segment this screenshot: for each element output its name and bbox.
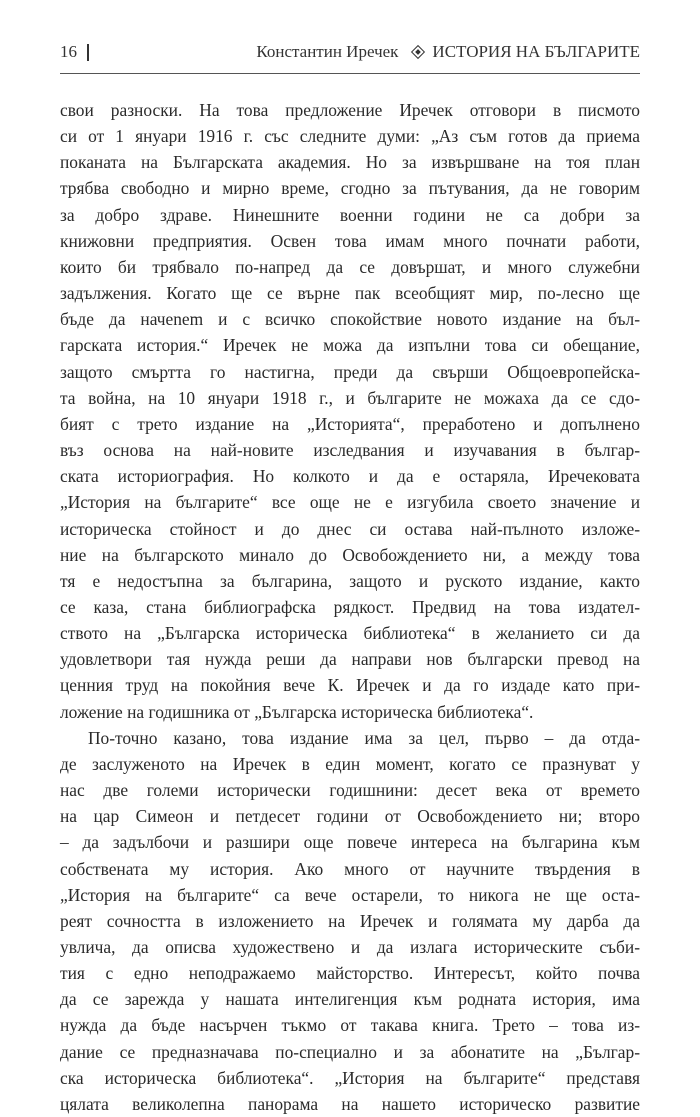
text-line: тия с едно неподражаемо майсторство. Интересът, който почва [60, 963, 640, 984]
page-number: 16 [60, 42, 77, 61]
text-line: реят сочността в изложението на Иречек и голямата му дарба да [60, 910, 640, 931]
page-number-separator [87, 44, 89, 61]
text-line: ценния труд на покойния вече К. Иречек и да го издаде като при- [60, 675, 640, 696]
text-line: собствената му история. Ако много от научните твърдения в [60, 858, 640, 879]
text-line: си от 1 януари 1916 г. със следните думи: „Аз съм готов да приема [60, 126, 640, 147]
text-line: По-точно казано, това издание има за цел, първо – да отда- [88, 727, 640, 748]
running-header [60, 42, 640, 68]
text-line: се каза, стана библиографска рядкост. Предвид на това издател- [60, 596, 640, 617]
text-line: въз основа на най-новите изследвания и изучавания в българ- [60, 440, 640, 461]
header-author: Константин Иречек [256, 42, 399, 61]
header-rule [60, 73, 640, 74]
text-line: бъде да начеnem и с всичко спокойствие новото издание на бъл- [60, 309, 640, 330]
text-line: ската историография. Но колкото и да е остаряла, Иречековата [60, 466, 640, 487]
text-line: цялата великолепна панорама на нашето историческо развитие [60, 1093, 640, 1114]
text-line: нас две големи исторически годишнини: десет века от времето [60, 780, 640, 801]
text-line: „История на българите“ все още не е изгубила своето значение и [60, 492, 640, 513]
text-line: поканата на Българската академия. Но за извършване на тоя план [60, 152, 640, 173]
text-line: гарската история.“ Иречек не можа да изпълни това си обещание, [60, 335, 640, 356]
text-line: бият с трето издание на „Историята“, преработено и допълнено [60, 413, 640, 434]
text-line: ството на „Българска историческа библиотека“ в желанието си да [60, 623, 640, 644]
text-line: защото смъртта го настигна, преди да свърши Общоевропейска- [60, 361, 640, 382]
diamond-ornament-icon [412, 46, 424, 58]
body-text [60, 97, 640, 1117]
text-line: увлича, да описва художествено и да излага историческите съби- [60, 937, 640, 957]
text-line: тя е недостъпна за българина, защото и руското издание, както [60, 570, 640, 591]
paragraph [60, 97, 640, 725]
text-line: да се зарежда у нашата интелигенция към родната история, има [60, 989, 640, 1010]
text-line: дание се предназначава по-специално и за абонатите на „Българ- [60, 1041, 640, 1062]
text-line: „История на българите“ са вече остарели, то никога не ще оста- [60, 884, 640, 905]
text-line: де заслуженото на Иречек в един момент, когато се празнуват у [60, 753, 640, 774]
header-book-title: ИСТОРИЯ НА БЪЛГАРИТЕ [432, 42, 640, 61]
text-line: историческа стойност и до днес си остава най-пълното изложе- [60, 518, 640, 539]
text-line: ние на българското минало до Освобождението ни, а между това [60, 544, 640, 565]
text-line: задължения. Когато ще се върне пак всеобщият мир, по-лесно ще [60, 283, 640, 304]
text-line: за добро здраве. Нинешните военни години не са добри за [60, 204, 640, 225]
text-line: книжовни предприятия. Освен това имам много почнати работи, [60, 230, 640, 251]
header-right [256, 42, 640, 62]
text-line: трябва свободно и мирно време, сгодно за пътувания, да не говорим [60, 178, 640, 199]
text-line: свои разноски. На това предложение Иречек отговори в писмото [60, 100, 640, 120]
text-line: ложение на годишника от „Българска историческа библиотека“. [60, 701, 534, 722]
text-line: та война, на 10 януари 1918 г., и българите не можаха да се сдо- [60, 387, 640, 408]
text-line: на цар Симеон и петдесет години от Освобождението ни; второ [60, 806, 640, 827]
text-line: които би трябвало по-напред да се довършат, и много служебни [60, 256, 640, 277]
text-line: нужда да бъде насърчен тъкмо от такава книга. Трето – това из- [60, 1015, 640, 1036]
text-line: ска историческа библиотека“. „История на българите“ представя [60, 1067, 640, 1088]
paragraph [60, 725, 640, 1117]
text-line: – да задълбочи и разшири още повече интереса на българина към [60, 832, 640, 853]
text-line: удовлетвори тая нужда реши да направи нов български превод на [60, 649, 640, 670]
